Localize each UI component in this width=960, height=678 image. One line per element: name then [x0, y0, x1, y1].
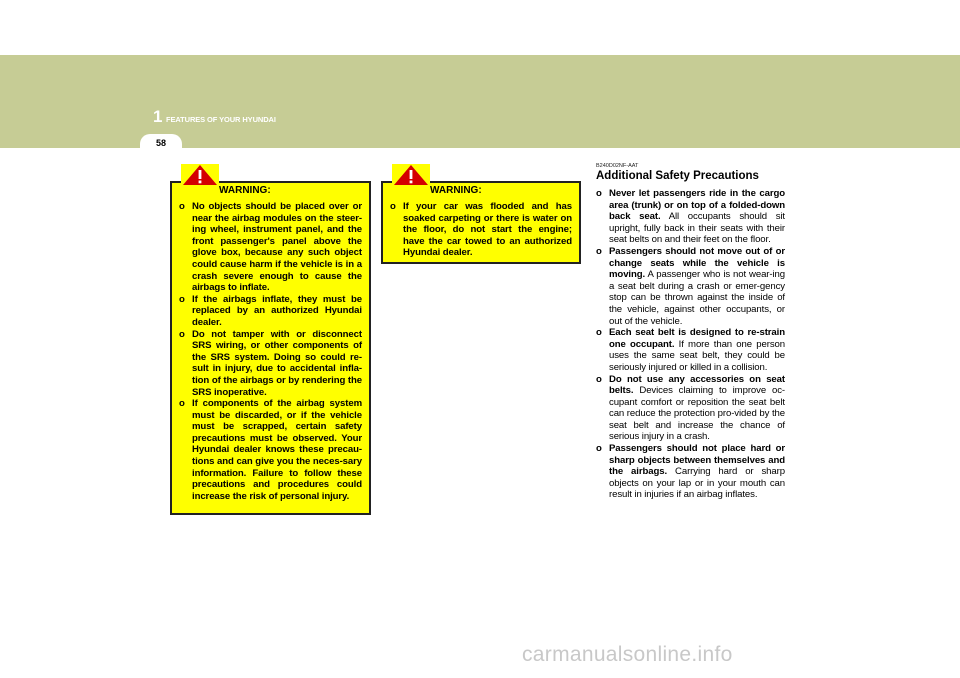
chapter-number: 1 [153, 107, 163, 126]
header-band [0, 55, 960, 148]
warning-heading: WARNING: [430, 185, 482, 196]
warning-badge [392, 164, 430, 184]
safety-precautions-list [596, 188, 785, 501]
warning-badge [181, 164, 219, 184]
warning-heading: WARNING: [219, 185, 271, 196]
warning-item: o If your car was flooded and has soaked carpeting or there is water on the floor, do not start the engine; have the car towed to an authorized Hyundai dealer. [390, 201, 572, 259]
warning-item: o Do not tamper with or disconnect SRS wiring, or other components of the SRS system. Doing so could re-sult in injury, due to accidental infla-tion of the airbags or by rendering the SRS inoperative. [179, 328, 362, 398]
warning-item: o If the airbags inflate, they must be replaced by an authorized Hyundai dealer. [179, 293, 362, 328]
warning-triangle-icon [392, 164, 430, 186]
warning-box-airbag [170, 181, 371, 515]
warning-list [179, 201, 362, 502]
safety-item: o Never let passengers ride in the cargo area (trunk) or on top of a folded-down back seat. All occupants should sit upright, fully back in their seats with their seat belts on and their feet on the floor. [596, 188, 785, 246]
section-code: B240D02NF-AAT [596, 163, 639, 169]
page-number: 58 [155, 138, 166, 148]
warning-triangle-icon [181, 164, 219, 186]
warning-item: o If components of the airbag system must be discarded, or if the vehicle must be scrapped, certain safety precautions must be observed. Your Hyundai dealer knows these precau-tions and can give you the neces-sary information. Failure to follow these precautions and procedures could increase the risk of personal injury. [179, 398, 362, 502]
safety-item: o Passengers should not move out of or change seats while the vehicle is moving. A passenger who is not wear-ing a seat belt during a crash or emer-gency stop can be thrown against the inside of the vehicle, against other occupants, or out of the vehicle. [596, 245, 785, 327]
watermark: carmanualsonline.info [522, 643, 733, 666]
section-title: Additional Safety Precautions [596, 170, 759, 182]
safety-item: o Do not use any accessories on seat belts. Devices claiming to improve oc-cupant comfort or reposition the seat belt can reduce the protection pro-vided by the seat belt and increase the chance of serious injury in a crash. [596, 373, 785, 443]
chapter-title: FEATURES OF YOUR HYUNDAI [166, 115, 276, 124]
warning-list [390, 201, 572, 259]
safety-item: o Passengers should not place hard or sharp objects between themselves and the airbags. Carrying hard or sharp objects on your lap or in your mouth can result in injuries if an airbag inflates. [596, 443, 785, 501]
warning-item: o No objects should be placed over or near the airbag modules on the steer-ing wheel, instrument panel, and the front passenger's panel above the glove box, because any such object could cause harm if the vehicle is in a crash severe enough to cause the airbags to inflate. [179, 201, 362, 294]
safety-item: o Each seat belt is designed to re-strain one occupant. If more than one person uses the same seat belt, they could be seriously injured or killed in a collision. [596, 327, 785, 373]
